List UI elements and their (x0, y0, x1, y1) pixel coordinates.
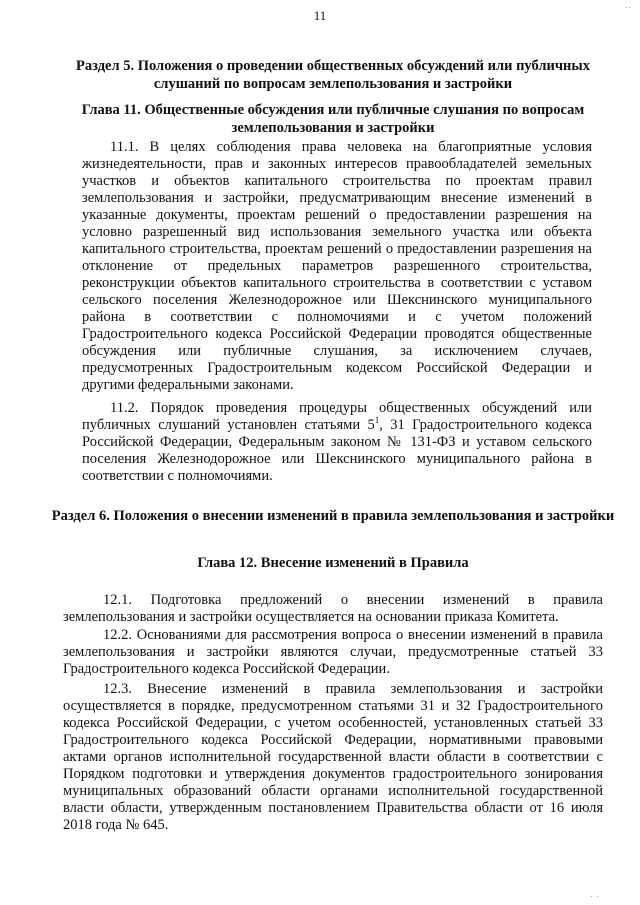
paragraph-11-2-text-b: , 31 Градостроительного кодекса Российской Федерации, Федеральным законом № 131-ФЗ и уставом сельского поселения Железнодорожное или Шекснинского муниципального района в соответствии с полномочиями. (82, 417, 592, 484)
paragraph-11-1: 11.1. В целях соблюдения права человека на благоприятные условия жизнедеятельности, прав и законных интересов правообладателей земельных участков и объектов капитального строительства по проектам правил землепользования и застройки, предусматривающим внесение изменений в указанные документы, проектам решений о предоставлении разрешения на условно разрешенный вид использования земельного участка или объекта капитального строительства, проектам решений о предоставлении разрешения на отклонение от предельных параметров разрешенного строительства, реконструкции объектов капитального строительства в соответствии с уставом сельского поселения Железнодорожное или Шекснинского муниципального района в соответствии с полномочиями и с учетом положений Градостроительного кодекса Российской Федерации проводятся общественные обсуждения или публичные слушания, за исключением случаев, предусмотренных Градостроительным кодексом Российской Федерации и другими федеральными законами. (82, 139, 592, 393)
section-5-heading: Раздел 5. Положения о проведении общественных обсуждений или публичных слушаний по вопросам землепользования и застройки (76, 58, 590, 92)
paragraph-12-2: 12.2. Основаниями для рассмотрения вопроса о внесении изменений в правила землепользования и застройки являются случаи, предусмотренные статьей 33 Градостроительного кодекса Российской Федерации. (63, 627, 603, 677)
chapter-11-heading: Глава 11. Общественные обсуждения или публичные слушания по вопросам землепользования и застройки (81, 102, 585, 136)
paragraph-11-2-text-a: 11.2. Порядок проведения процедуры общественных обсуждений или публичных слушаний установлен статьями 5 (82, 400, 592, 433)
chapter-12-heading: Глава 12. Внесение изменений в Правила (197, 555, 469, 571)
corner-mark-bottom: . . (590, 889, 600, 899)
paragraph-11-2 (82, 400, 592, 485)
corner-mark-top: .. (625, 0, 632, 10)
paragraph-11-2-superscript: 1 (374, 415, 380, 426)
section-6-heading: Раздел 6. Положения о внесении изменений в правила землепользования и застройки (51, 508, 615, 524)
paragraph-12-1: 12.1. Подготовка предложений о внесении изменений в правила землепользования и застройки осуществляется на основании приказа Комитета. (63, 592, 603, 625)
paragraph-12-3: 12.3. Внесение изменений в правила землепользования и застройки осуществляется в порядке, предусмотренном статьями 31 и 32 Градостроительного кодекса Российской Федерации, с учетом особенностей, установленных статьей 33 Градостроительного кодекса Российской Федерации, нормативными правовыми актами органов исполнительной государственной власти области в соответствии с Порядком подготовки и утверждения документов градостроительного зонирования муниципальных образований области органами исполнительной государственной власти области, утвержденным постановлением Правительства области от 16 июля 2018 года № 645. (63, 681, 603, 833)
page-number: 11 (313, 8, 327, 23)
